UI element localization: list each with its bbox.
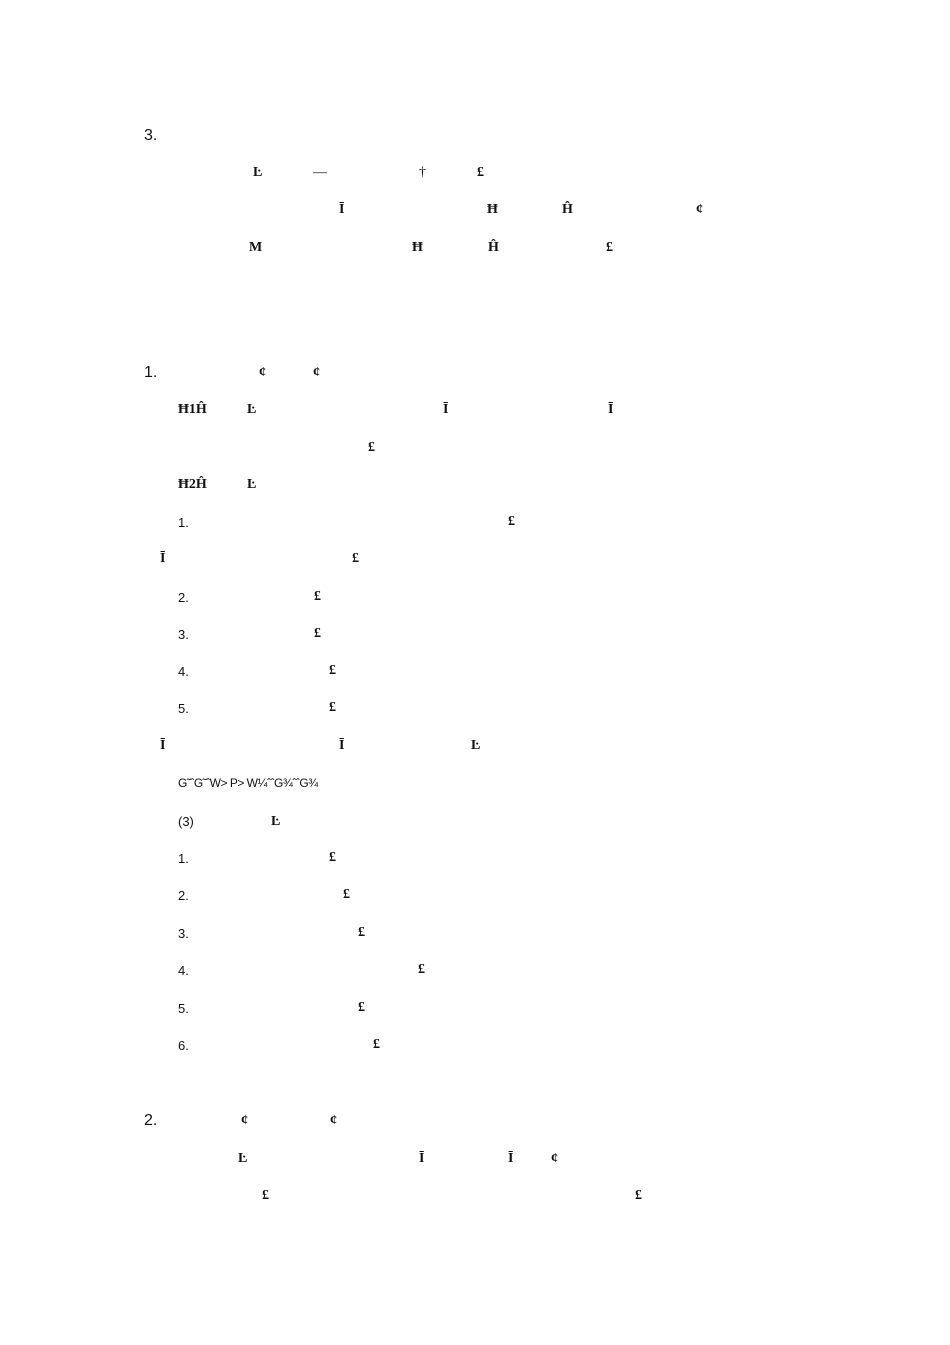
- paragraph-1-prefix: Ħ1Ĥ: [178, 402, 207, 417]
- list-item-number: 3.: [178, 627, 189, 642]
- glyph: Ī: [608, 402, 614, 417]
- glyph: ¢: [259, 365, 266, 380]
- section-2-number: 2.: [144, 1112, 158, 1129]
- glyph: Ī: [160, 738, 166, 753]
- glyph: £: [606, 240, 613, 255]
- list-item-number: 1.: [178, 515, 189, 530]
- glyph: Ī: [160, 551, 166, 566]
- list-item-number: 6.: [178, 1038, 189, 1053]
- glyph: £: [262, 1188, 269, 1203]
- glyph: £: [358, 1000, 365, 1015]
- glyph: Ī: [419, 1151, 425, 1166]
- glyph: £: [314, 626, 321, 641]
- list-item-number: 5.: [178, 701, 189, 716]
- list-item-number: 4.: [178, 963, 189, 978]
- glyph: ¢: [551, 1151, 558, 1166]
- glyph: £: [358, 925, 365, 940]
- glyph: Ŀ: [471, 738, 481, 753]
- glyph: Ĥ: [562, 202, 573, 217]
- glyph: £: [373, 1037, 380, 1052]
- glyph: Ħ: [412, 240, 423, 255]
- glyph: £: [368, 440, 375, 455]
- glyph: £: [343, 887, 350, 902]
- glyph: ¢: [330, 1113, 337, 1128]
- list-item-number: 4.: [178, 664, 189, 679]
- glyph: Ī: [339, 738, 345, 753]
- glyph: Ŀ: [247, 477, 257, 492]
- glyph: M: [249, 240, 263, 255]
- glyph: Ī: [443, 402, 449, 417]
- glyph: ¢: [241, 1113, 248, 1128]
- section-1-number: 1.: [144, 364, 158, 381]
- glyph: £: [477, 165, 484, 180]
- glyph: †: [419, 165, 426, 180]
- glyph: —: [313, 165, 327, 180]
- glyph: Ŀ: [238, 1151, 248, 1166]
- glyph: Ŀ: [247, 402, 257, 417]
- glyph: Ĥ: [488, 240, 499, 255]
- glyph: Ħ: [487, 202, 498, 217]
- paragraph-3-prefix: (3): [178, 814, 194, 829]
- glyph: £: [329, 700, 336, 715]
- glyph: Ŀ: [271, 814, 281, 829]
- glyph: Ī: [508, 1151, 514, 1166]
- list-item-number: 5.: [178, 1001, 189, 1016]
- glyph: ¢: [313, 365, 320, 380]
- glyph: £: [352, 551, 359, 566]
- glyph: Ŀ: [253, 165, 263, 180]
- list-item-number: 2.: [178, 888, 189, 903]
- glyph: £: [329, 850, 336, 865]
- section-3-number: 3.: [144, 127, 158, 144]
- encoded-text-line: G˜ˆG˜ˆW> P> W¼ˆˆG¾ˆˆG¾: [178, 776, 318, 790]
- glyph: £: [635, 1188, 642, 1203]
- glyph: Ī: [339, 202, 345, 217]
- list-item-number: 1.: [178, 851, 189, 866]
- list-item-number: 3.: [178, 926, 189, 941]
- list-item-number: 2.: [178, 590, 189, 605]
- glyph: £: [418, 962, 425, 977]
- glyph: ¢: [696, 202, 703, 217]
- glyph: £: [329, 663, 336, 678]
- glyph: £: [508, 514, 515, 529]
- paragraph-2-prefix: Ħ2Ĥ: [178, 477, 207, 492]
- glyph: £: [314, 589, 321, 604]
